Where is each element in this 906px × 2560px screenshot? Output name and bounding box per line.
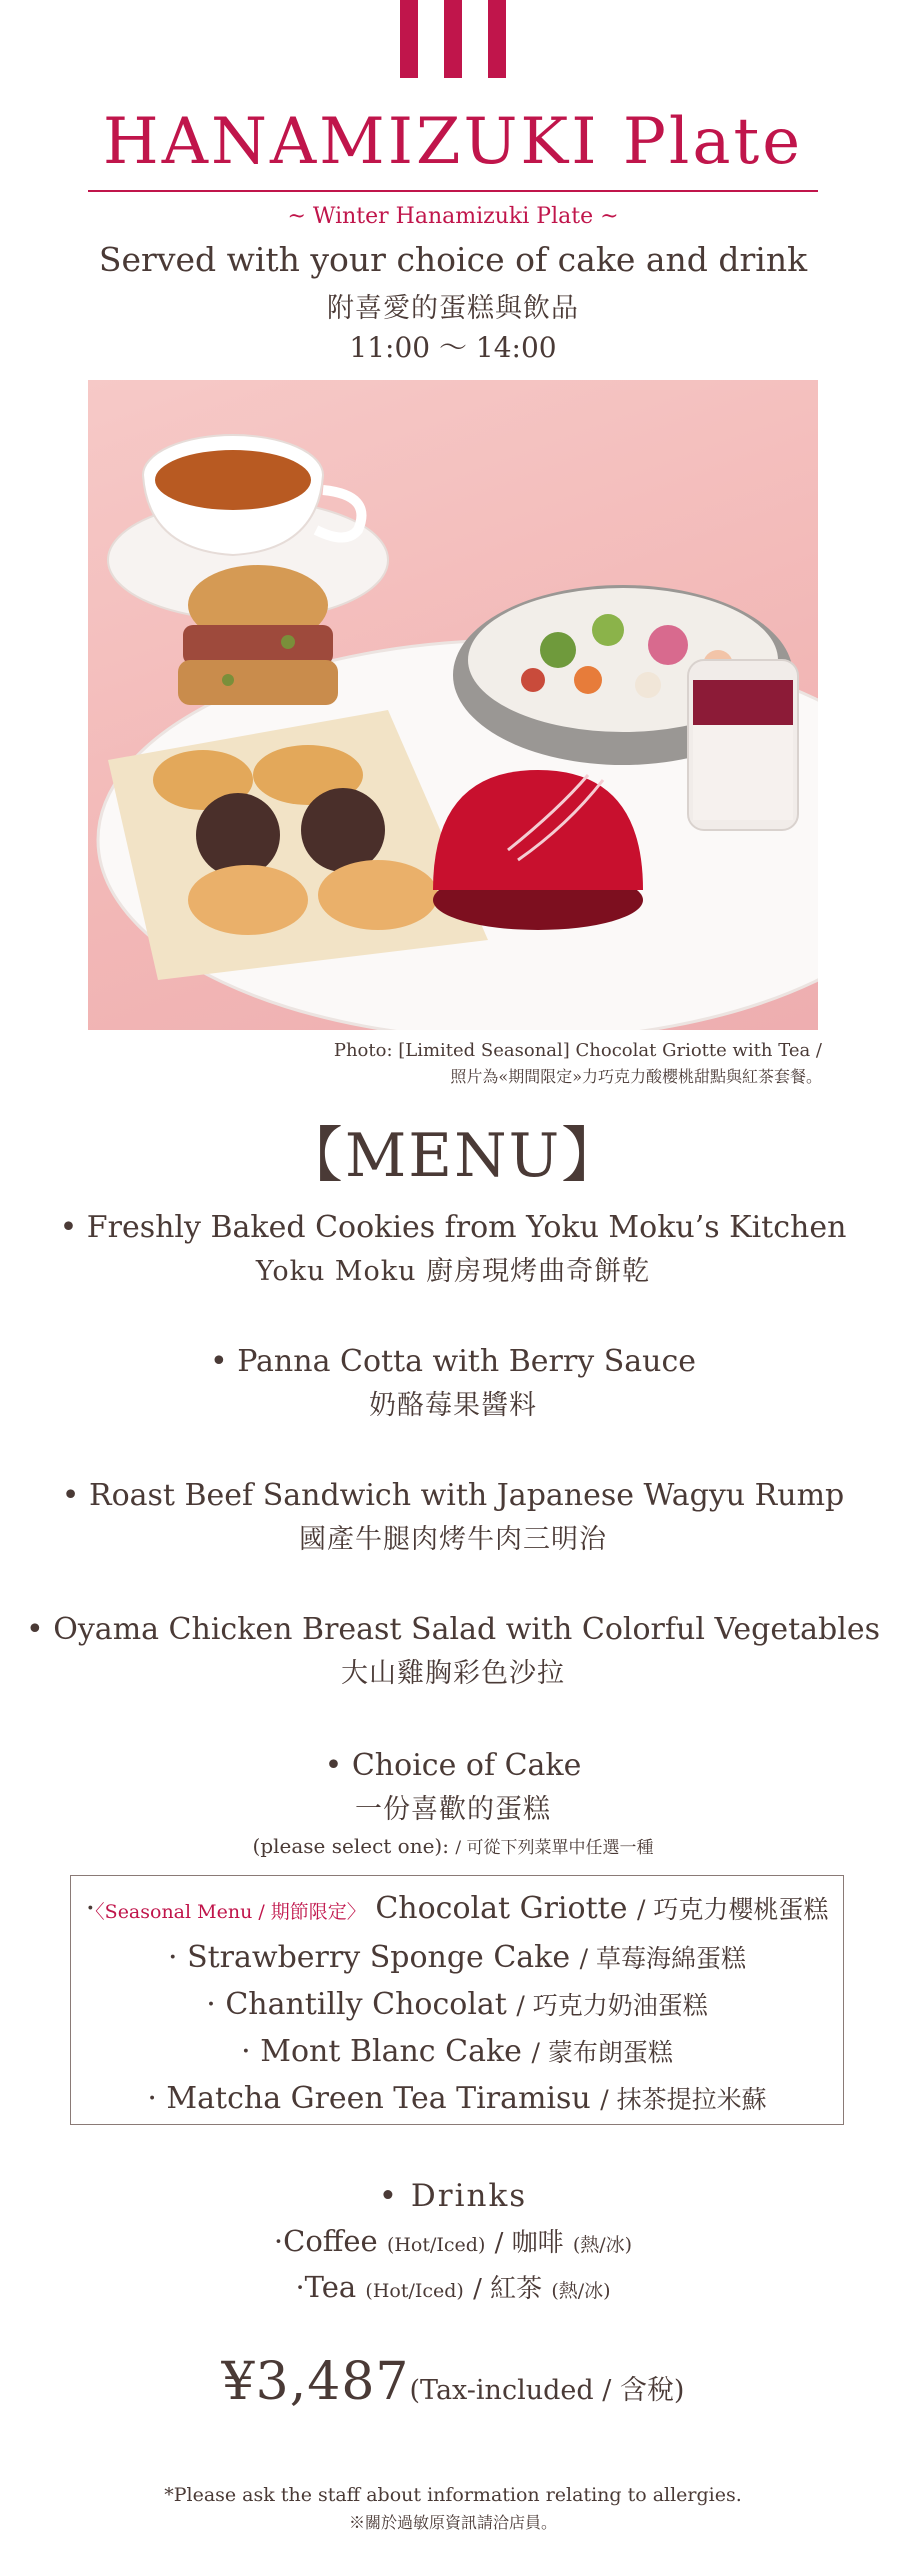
photo-caption-en: Photo: [Limited Seasonal] Chocolat Griotte with Tea / [333, 1040, 822, 1061]
top-decorative-bars [0, 0, 906, 80]
allergy-note-zh: ※關於過敏原資訊請洽店員。 [348, 2513, 557, 2532]
drink-option: ·Coffee (Hot/Iced) / 咖啡 (熱/冰) [273, 2224, 633, 2258]
menu-item-en: • Panna Cotta with Berry Sauce [209, 1344, 697, 1379]
price-amount: ¥3,487 [221, 2352, 410, 2412]
decor-bar [488, 0, 506, 78]
menu-item-zh: 國產牛腿肉烤牛肉三明治 [299, 1524, 607, 1555]
photo-caption-zh: 照片為«期間限定»力巧克力酸櫻桃甜點與紅茶套餐。 [450, 1067, 822, 1086]
served-with-en: Served with your choice of cake and drink [98, 240, 808, 279]
menu-item-zh: 一份喜歡的蛋糕 [355, 1794, 551, 1825]
menu-item-en: • Roast Beef Sandwich with Japanese Wagyu Rump [61, 1478, 845, 1513]
menu-item [0, 1744, 906, 1862]
menu-item [0, 1608, 906, 1696]
menu-item-en: • Oyama Chicken Breast Salad with Colorful Vegetables [26, 1612, 880, 1647]
menu-item-en: • Choice of Cake [324, 1748, 582, 1783]
menu-item [0, 1474, 906, 1562]
menu-item-en: • Freshly Baked Cookies from Yoku Moku’s Kitchen [59, 1210, 847, 1245]
serving-hours: 11:00 〜 14:00 [349, 331, 557, 364]
seasonal-badge: 〈Seasonal Menu / 期節限定〉 [95, 1901, 366, 1923]
subtitle: ~ Winter Hanamizuki Plate ~ [287, 204, 619, 229]
cake-options-box [70, 1875, 844, 2125]
cake-option: · Matcha Green Tea Tiramisu / 抹茶提拉米蘇 [147, 2081, 767, 2116]
served-with-zh: 附喜愛的蛋糕與飲品 [327, 293, 579, 324]
page-title: HANAMIZUKI Plate [102, 105, 804, 179]
menu-item-zh: 大山雞胸彩色沙拉 [341, 1658, 565, 1689]
cake-option: · Mont Blanc Cake / 蒙布朗蛋糕 [241, 2034, 673, 2069]
allergy-note-en: *Please ask the staff about information relating to allergies. [164, 2484, 742, 2506]
drinks-heading: • Drinks [378, 2178, 528, 2214]
drink-option: ·Tea (Hot/Iced) / 紅茶 (熱/冰) [295, 2270, 611, 2304]
cake-option: · Strawberry Sponge Cake / 草莓海綿蛋糕 [167, 1940, 747, 1975]
price [0, 2352, 906, 2412]
cake-select-note: (please select one): / 可從下列菜單中任選一種 [252, 1834, 654, 1858]
plate-photo [88, 380, 818, 1030]
menu-item [0, 1206, 906, 1294]
menu-item-zh: 奶酪莓果醬料 [369, 1390, 537, 1421]
price-tax-note: (Tax-included / 含稅) [409, 2375, 685, 2406]
cake-option: ·〈Seasonal Menu / 期節限定〉 Chocolat Griotte / 巧克力櫻桃蛋糕 [85, 1891, 829, 1926]
title-divider [88, 190, 818, 192]
menu-item [0, 1340, 906, 1428]
decor-bar [400, 0, 418, 78]
cake-option: · Chantilly Chocolat / 巧克力奶油蛋糕 [206, 1987, 708, 2022]
menu-heading: 【MENU】 [282, 1121, 624, 1191]
menu-item-zh: Yoku Moku 廚房現烤曲奇餅乾 [255, 1256, 651, 1287]
decor-bar [444, 0, 462, 78]
